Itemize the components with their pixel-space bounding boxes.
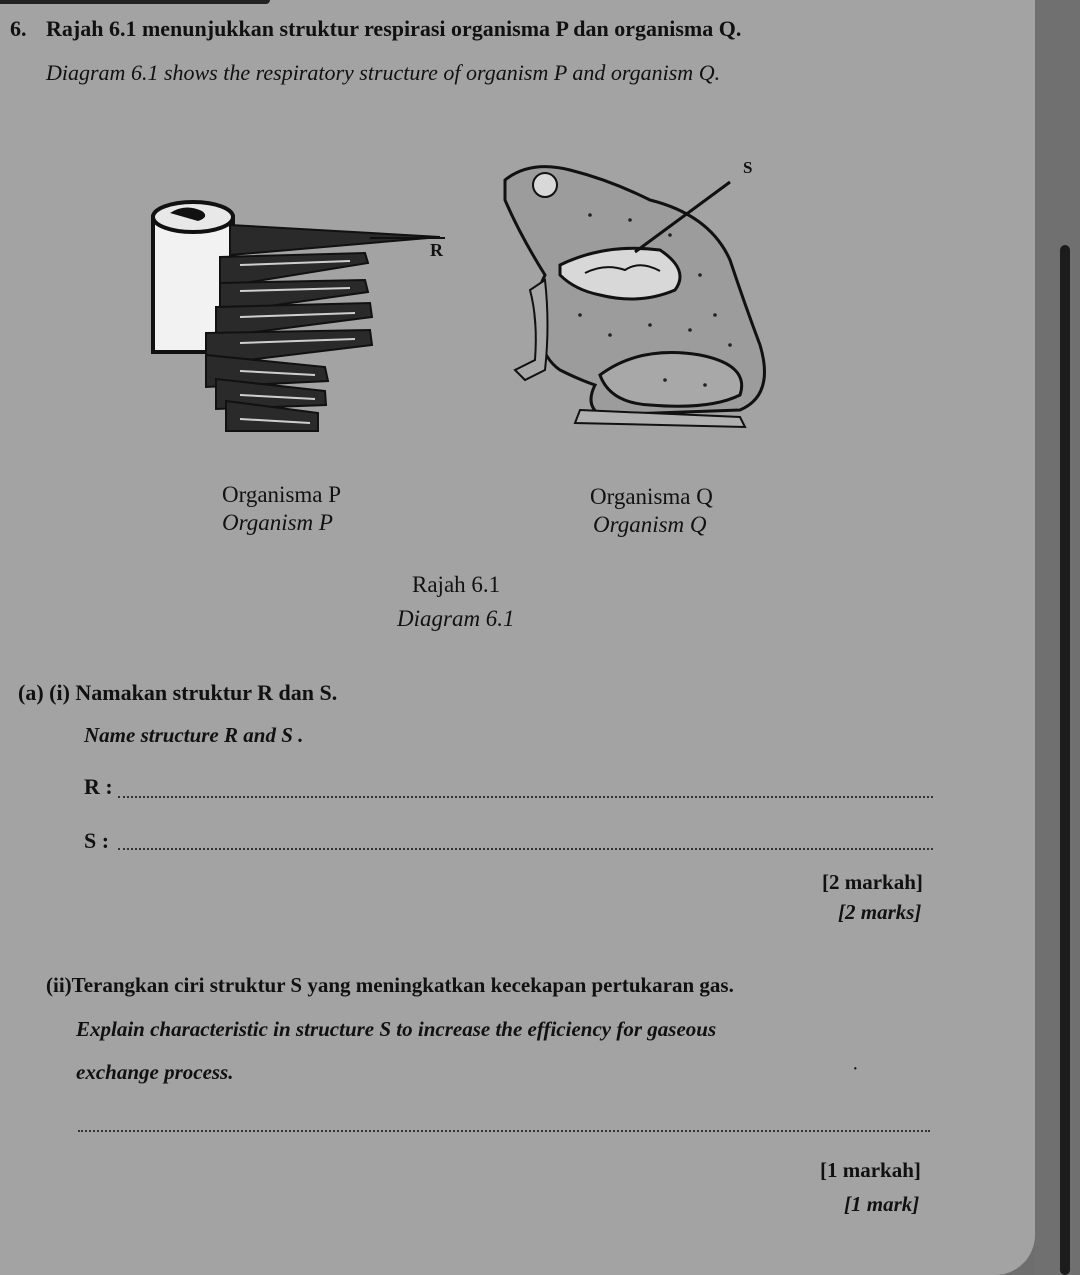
- answer-s-prefix: S :: [84, 828, 110, 853]
- stray-dot: ·: [852, 1058, 859, 1080]
- marks-malay-a-i: [2 markah]: [822, 870, 923, 894]
- diagram-caption-english: Diagram 6.1: [397, 606, 515, 631]
- question-intro-malay: Rajah 6.1 menunjukkan struktur respirasi organisma P dan organisma Q.: [46, 16, 742, 41]
- part-a-ii-question: (ii)Terangkan ciri struktur S yang meningkatkan kecekapan pertukaran gas.: [46, 973, 734, 997]
- diagram-caption-malay: Rajah 6.1: [412, 572, 501, 597]
- marks-malay-a-ii: [1 markah]: [820, 1158, 921, 1182]
- organism-q-english: Organism Q: [593, 512, 707, 537]
- label-r: R: [430, 240, 443, 260]
- answer-r-line[interactable]: [118, 796, 933, 798]
- organism-p-english: Organism P: [222, 510, 333, 535]
- part-a-ii-question-english-line1: Explain characteristic in structure S to increase the efficiency for gaseous: [76, 1017, 717, 1041]
- scrollbar-track[interactable]: [1035, 0, 1080, 1275]
- question-number: 6.: [10, 16, 27, 41]
- gill-illustration: [140, 195, 460, 445]
- marks-english-a-ii: [1 mark]: [844, 1192, 920, 1216]
- answer-r-prefix: R :: [84, 774, 113, 799]
- answer-s-line[interactable]: [118, 848, 933, 850]
- part-a-i-question: (a) (i) Namakan struktur R dan S.: [18, 680, 338, 705]
- part-a-ii-question-english-line2: exchange process.: [76, 1060, 234, 1084]
- answer-a-ii-line[interactable]: [78, 1130, 930, 1132]
- label-s: S: [743, 158, 753, 177]
- organism-q-malay: Organisma Q: [590, 484, 713, 509]
- organism-p-malay: Organisma P: [222, 482, 342, 507]
- frog-illustration: [490, 155, 790, 440]
- top-edge-tab: [0, 0, 270, 4]
- question-intro-english: Diagram 6.1 shows the respiratory structure of organism P and organism Q.: [46, 60, 721, 85]
- scrollbar-thumb[interactable]: [1060, 245, 1070, 1275]
- part-a-i-question-english: Name structure R and S .: [84, 723, 304, 747]
- marks-english-a-i: [2 marks]: [838, 900, 922, 924]
